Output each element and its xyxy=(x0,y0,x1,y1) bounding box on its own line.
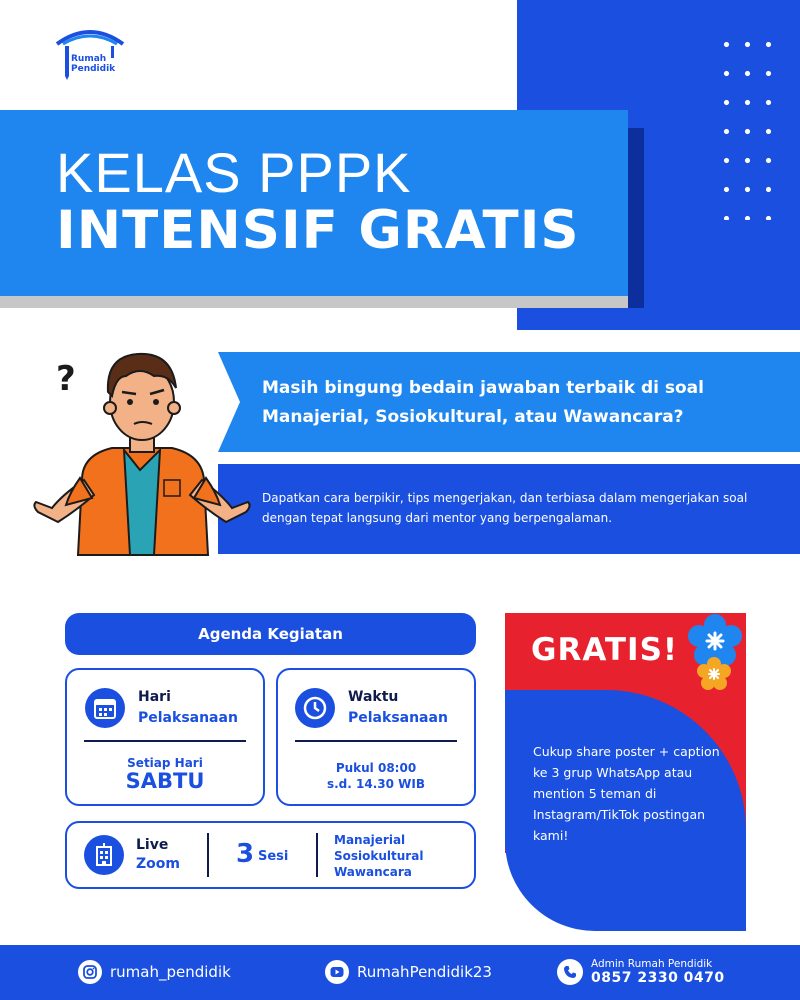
dot-pattern xyxy=(716,30,776,220)
admin-label: Admin Rumah Pendidik xyxy=(591,957,713,970)
title-shadow-bottom xyxy=(0,296,628,308)
youtube-handle: RumahPendidik23 xyxy=(357,963,492,981)
divider xyxy=(295,740,457,742)
topic-item: Wawancara xyxy=(334,865,412,879)
clock-icon xyxy=(295,688,335,728)
time-label: Waktu xyxy=(348,689,399,705)
yellow-flower-icon xyxy=(697,657,731,691)
page-title: KELAS PPPK xyxy=(56,141,412,204)
topic-item: Sosiokultural xyxy=(334,849,424,863)
whatsapp-contact[interactable] xyxy=(557,955,725,989)
gratis-description: Cukup share poster + caption ke 3 grup WhatsApp atau mention 5 teman di Instagram/TikTok postingan kami! xyxy=(533,744,720,843)
logo-text: Rumah Pendidik xyxy=(71,54,116,74)
svg-text:?: ? xyxy=(56,359,76,399)
time-value: Pukul 08:00 s.d. 14.30 WIB xyxy=(326,761,425,791)
day-value: SABTU xyxy=(125,769,205,793)
divider xyxy=(207,833,209,877)
instagram-handle: rumah_pendidik xyxy=(110,963,231,981)
day-label: Hari xyxy=(138,689,171,705)
topic-list xyxy=(334,832,423,880)
page-subtitle: INTENSIF GRATIS xyxy=(56,200,580,261)
admin-phone: 0857 2330 0470 xyxy=(591,969,725,986)
divider xyxy=(84,740,246,742)
gratis-title: GRATIS! xyxy=(531,632,679,668)
location-label-sub: Zoom xyxy=(136,856,180,872)
instagram-link[interactable] xyxy=(78,955,231,989)
phone-icon xyxy=(557,959,583,985)
day-label-sub: Pelaksanaan xyxy=(138,710,238,726)
youtube-icon xyxy=(325,960,349,984)
calendar-icon xyxy=(85,688,125,728)
day-value-small: Setiap Hari xyxy=(127,756,203,770)
divider xyxy=(316,833,318,877)
confused-man-illustration xyxy=(22,330,252,570)
agenda-heading: Agenda Kegiatan xyxy=(65,613,476,655)
title-shadow xyxy=(628,128,644,308)
youtube-link[interactable] xyxy=(325,955,492,989)
instagram-icon xyxy=(78,960,102,984)
question-text: Masih bingung bedain jawaban terbaik di soal Manajerial, Sosiokultural, atau Wawancara? xyxy=(262,378,704,427)
location-label: Live xyxy=(136,837,169,853)
session-label: Sesi xyxy=(258,849,289,864)
session-count: 3 xyxy=(236,839,255,869)
building-icon xyxy=(84,835,124,875)
topic-item: Manajerial xyxy=(334,833,406,847)
description-text: Dapatkan cara berpikir, tips mengerjakan, dan terbiasa dalam mengerjakan soal dengan tepat langsung dari mentor yang berpengalaman. xyxy=(262,491,748,525)
time-label-sub: Pelaksanaan xyxy=(348,710,448,726)
